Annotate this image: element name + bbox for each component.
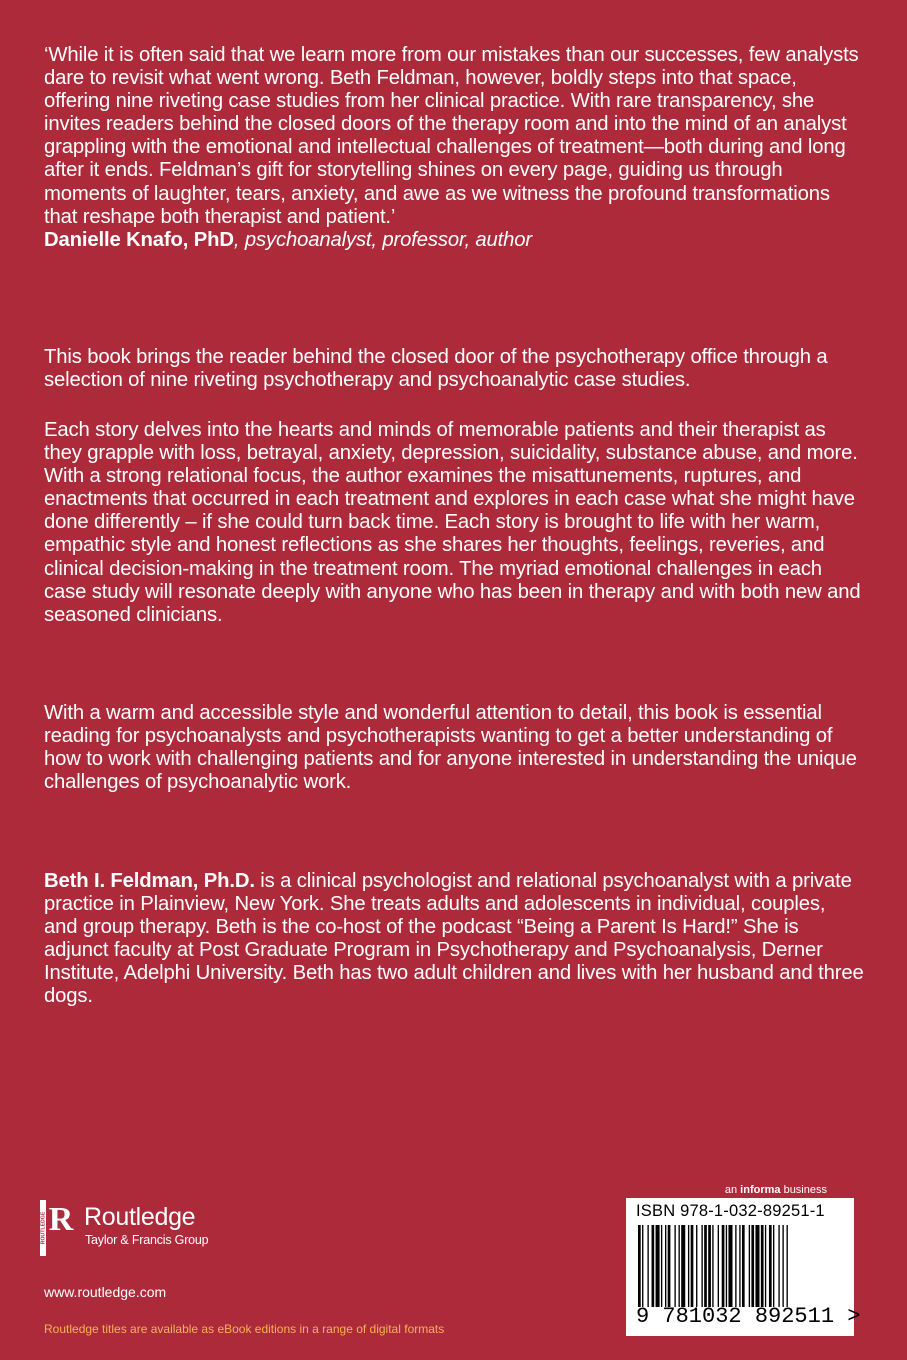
endorsement-quote (44, 44, 864, 252)
publisher-logo (40, 1200, 300, 1260)
barcode-stripe (782, 1225, 783, 1307)
informa-suffix: business (780, 1184, 827, 1196)
isbn-barcode (626, 1198, 861, 1336)
barcode-stripe (708, 1225, 711, 1307)
barcode-stripe (755, 1225, 759, 1307)
quote-author: Danielle Knafo, PhD (44, 228, 234, 251)
barcode-stripe (704, 1225, 707, 1307)
logo-vertical-text: ROUTLEDGE (40, 1211, 47, 1245)
barcode-stripe (661, 1225, 662, 1307)
barcode-stripe (679, 1225, 680, 1307)
barcode-stripe (691, 1225, 694, 1307)
barcode-digits: 9 781032 892511 > (636, 1304, 861, 1329)
barcode-stripe (728, 1225, 732, 1307)
barcode-stripe (739, 1225, 740, 1307)
author-name: Beth I. Feldman, Ph.D. (44, 870, 255, 892)
publisher-name: Routledge (84, 1203, 196, 1231)
barcode-stripe (638, 1225, 641, 1307)
barcode-stripe (652, 1225, 655, 1307)
barcode-stripe (726, 1225, 727, 1307)
description-paragraph-1: This book brings the reader behind the closed door of the psychotherapy office through a selection of nine riveting psychotherapy and psychoanalytic case studies. (44, 346, 828, 392)
barcode-stripe (688, 1225, 689, 1307)
quote-attribution (44, 229, 864, 252)
quote-separator: , (233, 228, 245, 251)
barcode-stripe (712, 1225, 713, 1307)
barcode-stripe (668, 1225, 671, 1307)
barcode-stripe (722, 1225, 725, 1307)
description-paragraph-2: Each story delves into the hearts and minds of memorable patients and their therapist as they grapple with loss, betrayal, anxiety, depression, suicidality, substance abuse, and more. With a strong relational focus, the author examines the misattunements, ruptures, and enactments that occurred in each treatment and explores in each case what she might have done differently – if she could turn back time. Each story is brought to life with her warm, empathic style and honest reflections as she shares her thoughts, feelings, reveries, and clinical decision-making in the treatment room. The myriad emotional challenges in each case study will resonate deeply with anyone who has been in therapy and with both new and seasoned clinicians. (44, 419, 861, 626)
quote-text: ‘While it is often said that we learn more from our mistakes than our successes, few analysts dare to revisit what went wrong. Beth Feldman, however, boldly steps into that space, offering nine riveting case studies from her clinical practice. With rare transparency, she invites readers behind the closed doors of the therapy room and into the mind of an analyst grappling with the emotional and intellectual challenges of treatment—both during and long after it ends. Feldman’s gift for storytelling shines on every page, guiding us through moments of laughter, tears, anxiety, and awe as we witness the profound transformations that reshape both therapist and patient.’ (44, 44, 859, 228)
barcode-bars (636, 1225, 844, 1307)
barcode-stripe (761, 1225, 764, 1307)
barcode-stripe (642, 1225, 643, 1307)
description-paragraph-3: With a warm and accessible style and wonderful attention to detail, this book is essential reading for psychoanalysts and psychotherapists wanting to get a better understanding of how to work with challenging patients and for anyone interested in understanding the unique challenges of psychoanalytic work. (44, 702, 857, 794)
barcode-stripe (735, 1225, 736, 1307)
isbn-label: ISBN 978-1-032-89251-1 (636, 1202, 825, 1220)
barcode-stripe (765, 1225, 766, 1307)
barcode-stripe (787, 1225, 788, 1307)
barcode-stripe (647, 1225, 648, 1307)
barcode-stripe (769, 1225, 772, 1307)
barcode-stripe (674, 1225, 675, 1307)
quote-author-role: psychoanalyst, professor, author (244, 228, 533, 251)
ebook-note: Routledge titles are available as eBook editions in a range of digital formats (44, 1322, 445, 1336)
informa-prefix: an (724, 1184, 741, 1196)
author-bio-text: is a clinical psychologist and relational psychoanalyst with a private practice in Plainview, New York. She treats adults and adolescents in individual, couples, and group therapy. Beth is the co-host of the podcast “Being a Parent Is Hard!” She is adjunct faculty at Post Graduate Program in Psychotherapy and Psychoanalysis, Derner Institute, Adelphi University. Beth has two adult children and lives with her husband and three dogs. (44, 870, 864, 1008)
barcode-stripe (749, 1225, 750, 1307)
barcode-stripe (773, 1225, 774, 1307)
author-bio (44, 870, 864, 1009)
barcode-stripe (778, 1225, 779, 1307)
barcode-stripe (718, 1225, 719, 1307)
barcode-stripe (681, 1225, 685, 1307)
logo-letter: R (48, 1201, 74, 1238)
barcode-stripe (742, 1225, 745, 1307)
routledge-logo-icon (40, 1200, 74, 1256)
barcode-stripe (751, 1225, 754, 1307)
barcode-stripe (701, 1225, 702, 1307)
barcode-stripe (656, 1225, 660, 1307)
informa-business-label (725, 1184, 827, 1196)
publisher-group: Taylor & Francis Group (85, 1233, 209, 1247)
barcode-stripe (665, 1225, 666, 1307)
barcode-stripe (696, 1225, 697, 1307)
informa-brand: informa (740, 1184, 781, 1196)
publisher-url: www.routledge.com (44, 1284, 167, 1300)
